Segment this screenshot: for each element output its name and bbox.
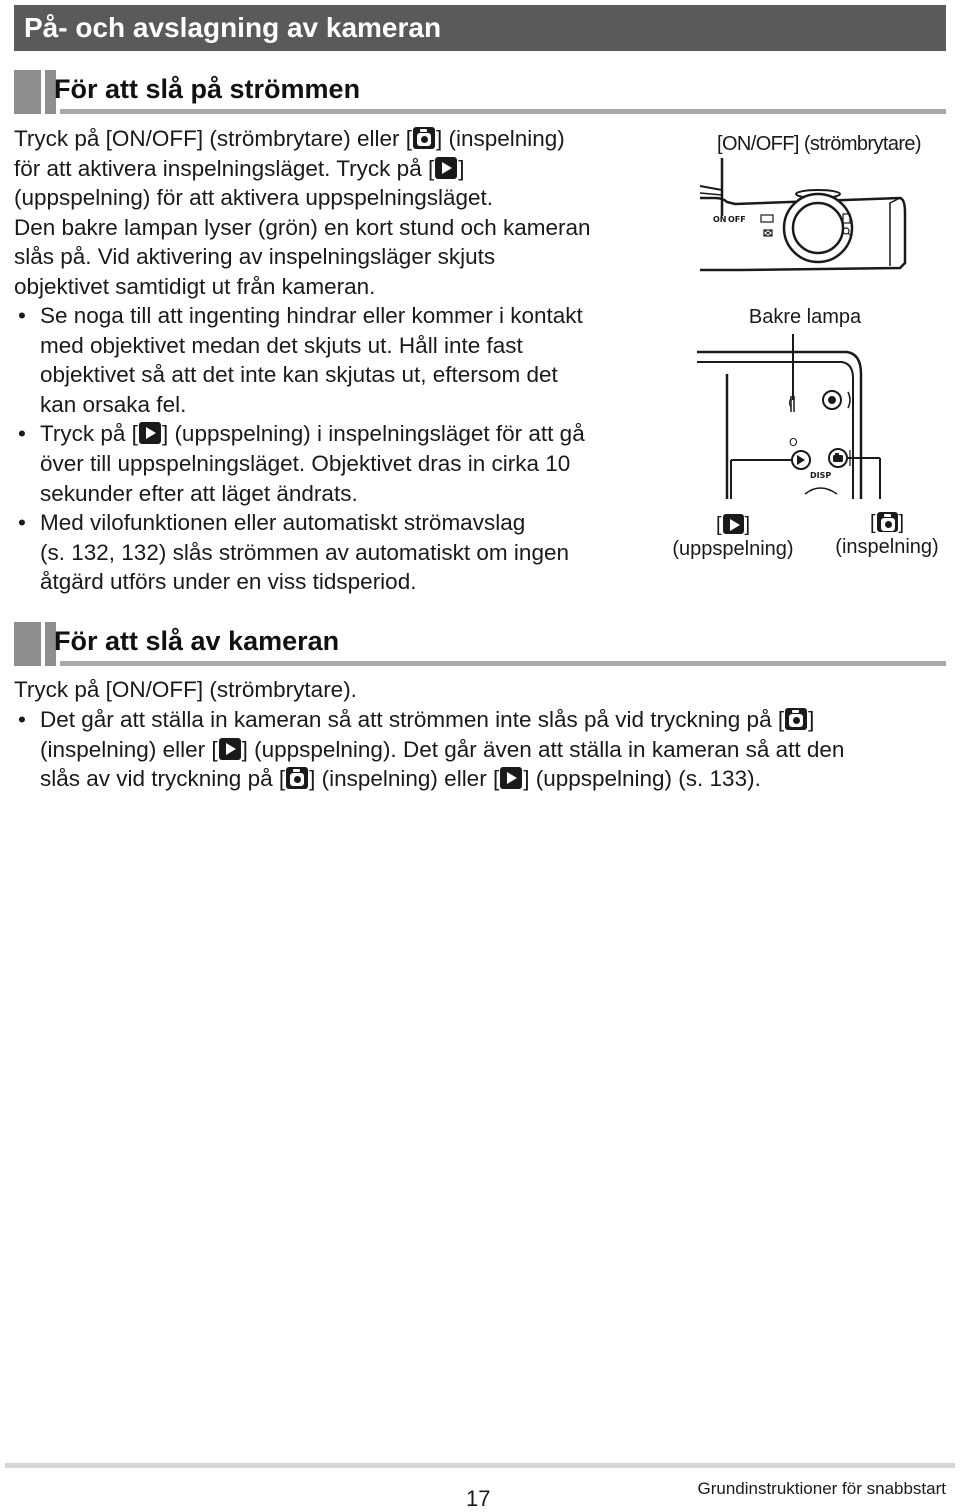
heading-rule xyxy=(60,661,946,666)
text-segment: Det går att ställa in kameran så att strömmen inte slås på vid tryckning på [ xyxy=(40,707,785,732)
section-heading-power-on xyxy=(14,70,946,114)
play-icon xyxy=(219,738,241,760)
text-segment: (inspelning) eller [ xyxy=(40,736,218,762)
play-button-bracket: [ ] xyxy=(715,514,751,536)
text-segment: slås av vid tryckning på [ xyxy=(40,766,286,792)
off-text: OFF xyxy=(728,215,746,224)
text-line xyxy=(40,479,585,509)
camera-icon xyxy=(877,512,898,532)
disp-text: DISP xyxy=(810,471,832,480)
bullet-marker: • xyxy=(18,303,26,328)
text-line xyxy=(40,508,569,538)
record-button-bracket: [ ] xyxy=(869,512,905,534)
text-line xyxy=(40,301,583,331)
section1-bullet-1 xyxy=(18,301,583,419)
text-line xyxy=(14,183,591,213)
bullet-marker: • xyxy=(18,421,26,447)
text-segment: ] (inspelning) xyxy=(435,126,565,151)
text-line xyxy=(40,705,844,735)
text-line xyxy=(14,213,591,243)
section1-bullet-3 xyxy=(18,508,569,597)
section-heading-power-off xyxy=(14,622,946,666)
text-line xyxy=(14,675,357,705)
text-segment: med objektivet medan det skjuts ut. Håll inte fast xyxy=(40,332,523,358)
section2-bullet-1 xyxy=(18,705,845,794)
on-text: ON xyxy=(713,215,727,224)
bullet-marker: • xyxy=(18,510,26,536)
camera-back-illustration xyxy=(697,334,897,499)
camera-top-illustration xyxy=(695,158,910,288)
camera-icon xyxy=(785,708,807,730)
text-line xyxy=(40,419,585,449)
text-segment: (s. 132, 132) slås strömmen av automatiskt om ingen xyxy=(40,539,569,565)
page-number: 17 xyxy=(466,1486,491,1511)
bullet-marker: • xyxy=(18,707,26,732)
text-segment: ] (uppspelning) (s. 133). xyxy=(523,766,761,792)
text-segment: Se noga till att ingenting hindrar eller kommer i kontakt xyxy=(40,303,583,328)
svg-text:(: ( xyxy=(788,396,793,409)
section1-intro xyxy=(14,124,591,302)
play-icon xyxy=(500,767,522,789)
text-segment: slås på. Vid aktivering av inspelningsläger skjuts xyxy=(14,244,496,270)
rear-lamp-label: Bakre lampa xyxy=(748,306,862,328)
heading-bar-decoration xyxy=(14,70,41,114)
footer-rule xyxy=(5,1463,955,1468)
section1-bullet-2 xyxy=(18,419,585,508)
text-segment: Tryck på [ xyxy=(40,421,138,447)
text-segment: (uppspelning) för att aktivera uppspelningsläget. xyxy=(14,185,494,211)
text-segment: objektivet samtidigt ut från kameran. xyxy=(14,273,376,299)
section2-intro xyxy=(14,675,357,705)
text-line xyxy=(40,538,569,568)
record-button-caption: (inspelning) xyxy=(835,536,939,558)
heading-rule xyxy=(60,109,946,114)
play-button-caption: (uppspelning) xyxy=(672,538,794,560)
text-segment: för att aktivera inspelningsläget. Tryck på [ xyxy=(14,155,435,181)
section-heading-label: För att slå av kameran xyxy=(54,626,340,656)
text-segment: ] (uppspelning). Det går även att ställa in kameran så att den xyxy=(241,736,845,762)
camera-icon xyxy=(286,767,308,789)
text-line xyxy=(14,242,591,272)
text-segment: Den bakre lampan lyser (grön) en kort stund och kameran xyxy=(14,214,591,240)
text-segment: Tryck på [ON/OFF] (strömbrytare) eller [ xyxy=(14,126,412,151)
text-line xyxy=(40,735,844,765)
text-line xyxy=(40,567,569,597)
text-segment: Med vilofunktionen eller automatiskt strömavslag xyxy=(40,510,526,536)
text-segment: sekunder efter att läget ändrats. xyxy=(40,480,358,506)
text-segment: ] xyxy=(808,707,815,732)
text-line xyxy=(40,449,585,479)
record-button-label xyxy=(830,511,944,559)
text-segment: ] (inspelning) eller [ xyxy=(309,766,500,792)
heading-bar-decoration xyxy=(14,622,41,666)
text-line xyxy=(14,154,591,184)
text-line xyxy=(40,390,583,420)
text-line xyxy=(14,272,591,302)
play-button-label xyxy=(670,513,796,561)
text-line xyxy=(40,764,844,794)
text-line xyxy=(40,331,583,361)
text-segment: objektivet så att det inte kan skjutas ut, eftersom det xyxy=(40,362,558,388)
footer-section-title: Grundinstruktioner för snabbstart xyxy=(697,1479,946,1498)
section-heading-label: För att slå på strömmen xyxy=(54,74,361,104)
play-icon xyxy=(435,157,457,179)
text-segment: kan orsaka fel. xyxy=(40,391,187,417)
text-segment: ] xyxy=(458,155,465,181)
svg-text:O: O xyxy=(789,436,798,449)
camera-icon xyxy=(413,127,435,149)
play-icon xyxy=(139,422,161,444)
text-segment: över till uppspelningsläget. Objektivet dras in cirka 10 xyxy=(40,450,571,476)
play-icon xyxy=(723,514,744,534)
text-segment: Tryck på [ON/OFF] (strömbrytare). xyxy=(14,677,357,702)
text-line xyxy=(40,360,583,390)
page-title: På- och avslagning av kameran xyxy=(14,5,946,51)
text-segment: ] (uppspelning) i inspelningsläget för att gå xyxy=(161,421,585,447)
onoff-label: [ON/OFF] (strömbrytare) xyxy=(717,133,921,155)
text-line xyxy=(14,124,591,154)
text-segment: åtgärd utförs under en viss tidsperiod. xyxy=(40,569,417,595)
